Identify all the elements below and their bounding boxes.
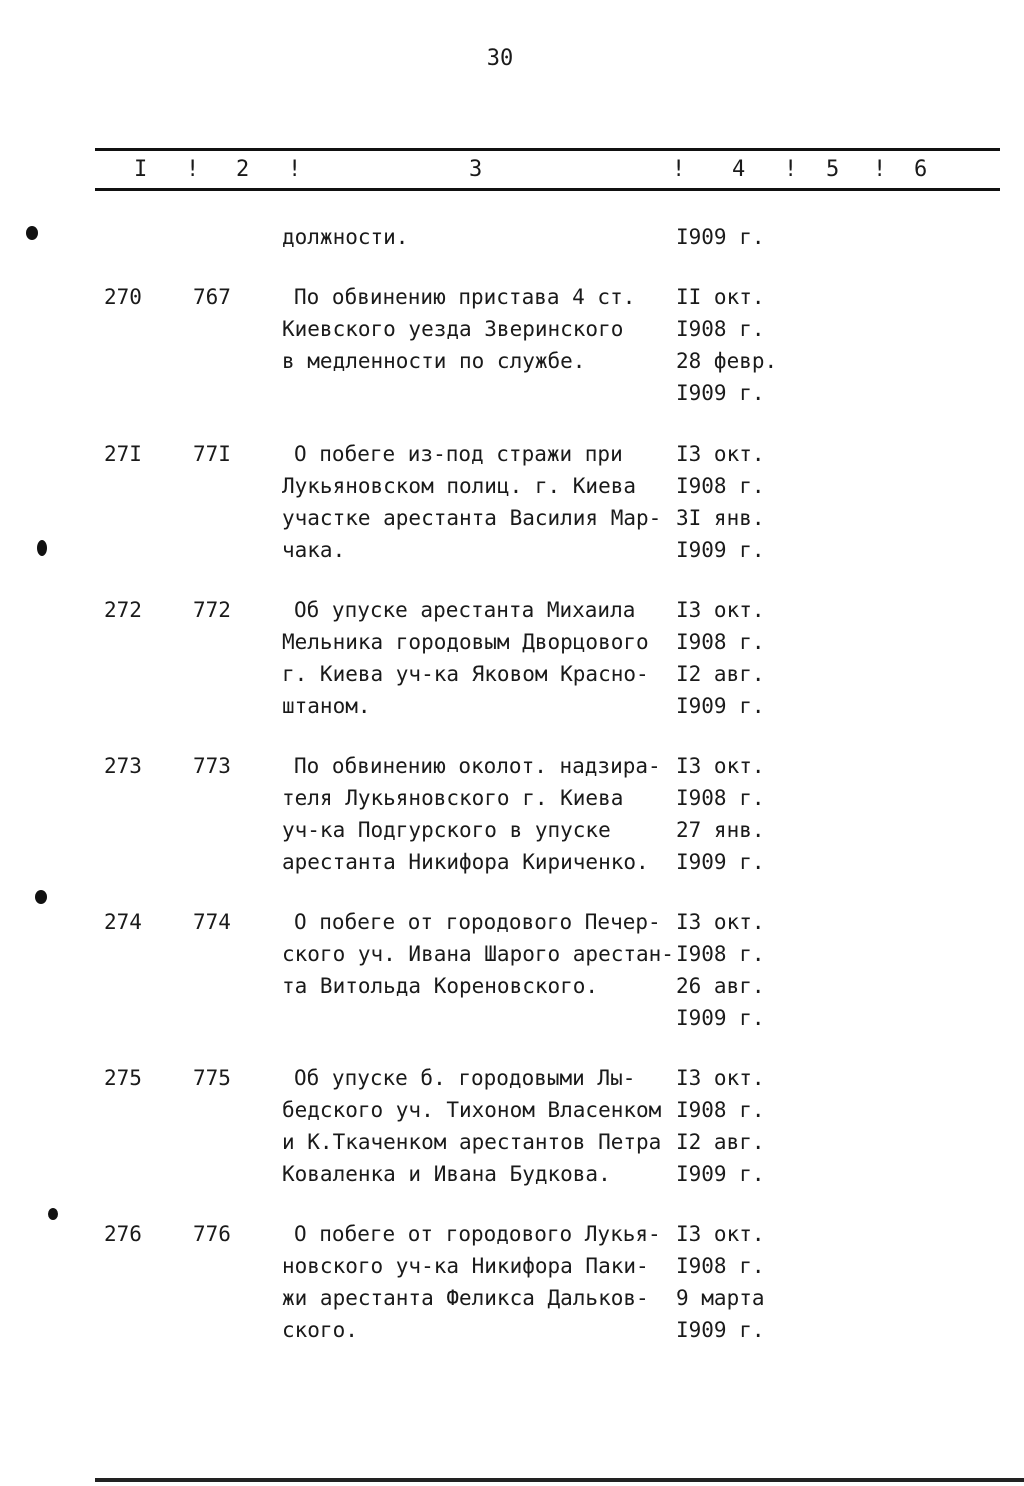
entry-description-line: теля Лукьяновского г. Киева: [282, 786, 624, 810]
entry-date-line: I909 г.: [676, 225, 765, 249]
entry-description-line: новского уч-ка Никифора Паки-: [282, 1254, 649, 1278]
entry-description-line: Киевского уезда Зверинского: [282, 317, 624, 341]
entry-file-number: 767: [193, 285, 231, 309]
entry-date-line: 9 марта: [676, 1286, 765, 1310]
punch-hole-mark: [37, 540, 47, 556]
entry-file-number: 772: [193, 598, 231, 622]
header-separator: !: [784, 157, 798, 182]
entry-date-line: I3 окт.: [676, 1222, 765, 1246]
entry-date-line: I908 г.: [676, 942, 765, 966]
entry-description-line: Коваленка и Ивана Будкова.: [282, 1162, 611, 1186]
header-col-1: I: [134, 157, 148, 182]
entry-description-line: штаном.: [282, 694, 371, 718]
entry-date-line: I2 авг.: [676, 1130, 765, 1154]
entry-description-line: жи арестанта Феликса Дальков-: [282, 1286, 649, 1310]
entry-description-line: и К.Ткаченком арестантов Петра: [282, 1130, 662, 1154]
entry-date-line: I908 г.: [676, 786, 765, 810]
entry-date-line: I908 г.: [676, 474, 765, 498]
entry-description-line: Лукьяновском полиц. г. Киева: [282, 474, 637, 498]
entry-description-line: Об упуске арестанта Михаила: [294, 598, 636, 622]
entry-date-line: 3I янв.: [676, 506, 765, 530]
header-separator: !: [186, 157, 200, 182]
table-top-rule: [95, 148, 1000, 151]
entry-date-line: I909 г.: [676, 538, 765, 562]
entry-date-line: I3 окт.: [676, 754, 765, 778]
header-separator: !: [873, 157, 887, 182]
entry-date-line: I909 г.: [676, 1318, 765, 1342]
entry-description-line: должности.: [282, 225, 409, 249]
entry-description-line: Мельника городовым Дворцового: [282, 630, 649, 654]
entry-file-number: 776: [193, 1222, 231, 1246]
entry-date-line: II окт.: [676, 285, 765, 309]
entry-description-line: чака.: [282, 538, 346, 562]
entry-description-line: в медленности по службе.: [282, 349, 586, 373]
entry-date-line: I909 г.: [676, 1162, 765, 1186]
entry-number: 274: [104, 910, 142, 934]
entry-description-line: О побеге из-под стражи при: [294, 442, 623, 466]
entry-number: 272: [104, 598, 142, 622]
entry-date-line: I3 окт.: [676, 910, 765, 934]
entry-date-line: I909 г.: [676, 381, 765, 405]
entry-date-line: I3 окт.: [676, 598, 765, 622]
entry-date-line: I909 г.: [676, 1006, 765, 1030]
entry-description-line: уч-ка Подгурского в упуске: [282, 818, 611, 842]
header-col-4: 4: [732, 157, 746, 182]
entry-description-line: ского.: [282, 1318, 358, 1342]
entry-date-line: I908 г.: [676, 1098, 765, 1122]
entry-date-line: I3 окт.: [676, 442, 765, 466]
entry-file-number: 775: [193, 1066, 231, 1090]
entry-description-line: та Витольда Кореновского.: [282, 974, 599, 998]
entry-date-line: I909 г.: [676, 850, 765, 874]
header-separator: !: [672, 157, 686, 182]
entry-date-line: I908 г.: [676, 317, 765, 341]
entry-description-line: О побеге от городового Лукья-: [294, 1222, 661, 1246]
table-header: [0, 157, 1024, 183]
header-col-2: 2: [236, 157, 250, 182]
entry-description-line: г. Киева уч-ка Яковом Красно-: [282, 662, 649, 686]
entry-description-line: участке арестанта Василия Мар-: [282, 506, 662, 530]
entry-date-line: 28 февр.: [676, 349, 778, 373]
page-bottom-edge: [95, 1478, 1024, 1482]
entry-date-line: 26 авг.: [676, 974, 765, 998]
punch-hole-mark: [48, 1208, 58, 1220]
entry-date-line: I2 авг.: [676, 662, 765, 686]
entry-file-number: 774: [193, 910, 231, 934]
header-col-3: 3: [469, 157, 483, 182]
entry-number: 273: [104, 754, 142, 778]
entry-description-line: бедского уч. Тихоном Власенком: [282, 1098, 662, 1122]
header-col-5: 5: [826, 157, 840, 182]
page-number: 30: [486, 46, 514, 71]
header-col-6: 6: [914, 157, 928, 182]
entry-file-number: 773: [193, 754, 231, 778]
punch-hole-mark: [26, 226, 38, 240]
entry-date-line: 27 янв.: [676, 818, 765, 842]
entry-description-line: По обвинению пристава 4 ст.: [294, 285, 636, 309]
entry-date-line: I908 г.: [676, 630, 765, 654]
entry-description-line: ского уч. Ивана Шарого арестан-: [282, 942, 674, 966]
entry-number: 276: [104, 1222, 142, 1246]
entry-date-line: I908 г.: [676, 1254, 765, 1278]
entry-file-number: 77I: [193, 442, 231, 466]
entry-description-line: арестанта Никифора Кириченко.: [282, 850, 649, 874]
header-separator: !: [288, 157, 302, 182]
entry-number: 270: [104, 285, 142, 309]
entry-number: 27I: [104, 442, 142, 466]
table-header-rule: [95, 188, 1000, 191]
entry-description-line: По обвинению околот. надзира-: [294, 754, 661, 778]
punch-hole-mark: [35, 890, 47, 904]
entry-date-line: I909 г.: [676, 694, 765, 718]
entry-date-line: I3 окт.: [676, 1066, 765, 1090]
entry-description-line: О побеге от городового Печер-: [294, 910, 661, 934]
entry-number: 275: [104, 1066, 142, 1090]
entry-description-line: Об упуске б. городовыми Лы-: [294, 1066, 636, 1090]
